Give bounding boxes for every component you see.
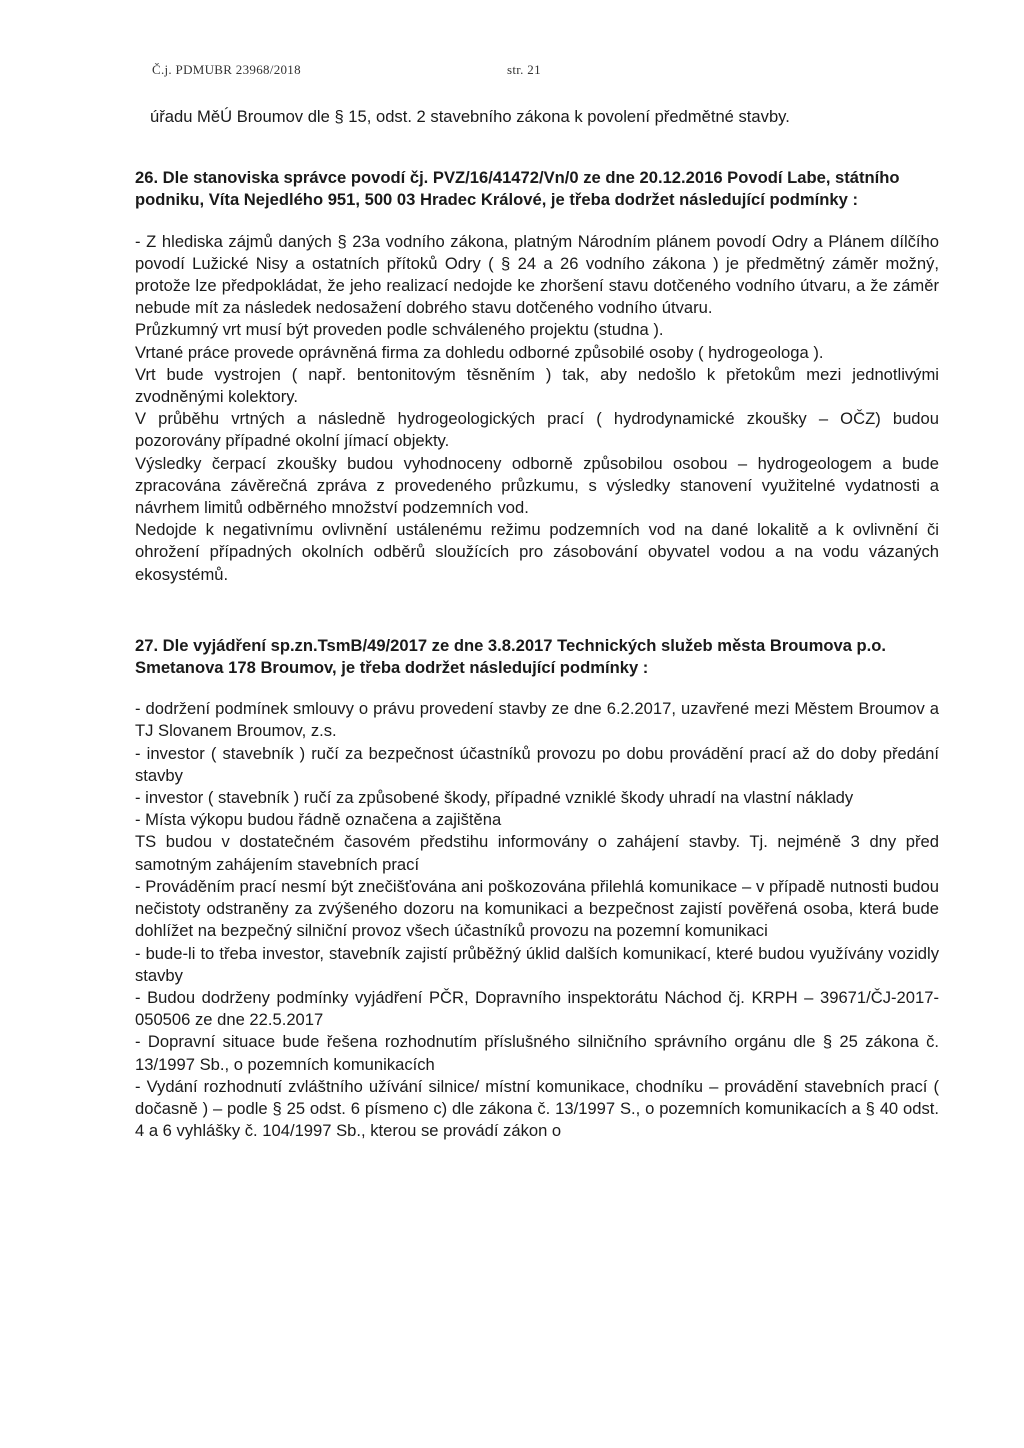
- section-27: [135, 635, 939, 1142]
- section-26-paragraph: Vrt bude vystrojen ( např. bentonitovým těsněním ) tak, aby nedošlo k přetokům mezi jednotlivými zvodněnými kolektory.: [135, 364, 939, 407]
- section-26-paragraph: Vrtané práce provede oprávněná firma za dohledu odborné způsobilé osoby ( hydrogeologa ).: [135, 342, 824, 362]
- section-27-condition: TS budou v dostatečném časovém předstihu informovány o zahájení stavby. Tj. nejméně 3 dny před samotným zahájením stavebních prací: [135, 832, 939, 874]
- section-27-heading: 27. Dle vyjádření sp.zn.TsmB/49/2017 ze dne 3.8.2017 Technických služeb města Broumova p.o. Smetanova 178 Broumov, je třeba dodržet následující podmínky :: [135, 635, 887, 678]
- section-27-condition: - dodržení podmínek smlouvy o právu provedení stavby ze dne 6.2.2017, uzavřené mezi Městem Broumov a TJ Slovanem Broumov, z.s.: [135, 699, 939, 741]
- section-27-condition: - Prováděním prací nesmí být znečišťována ani poškozována přilehlá komunikace – v případě nutnosti budou nečistoty odstraněny za zvýšeného dozoru na komunikaci a bezpečnost zajistí pověřená osoba, která bude dohlížet na bezpečný silniční provoz všech účastníků provozu na pozemní komunikaci: [135, 876, 939, 941]
- section-27-condition: - investor ( stavebník ) ručí za bezpečnost účastníků provozu po dobu provádění prací až do doby předání stavby: [135, 743, 939, 785]
- section-27-condition: - Vydání rozhodnutí zvláštního užívání silnice/ místní komunikace, chodníku – provádění stavebních prací ( dočasně ) – podle § 25 odst. 6 písmeno c) dle zákona č. 13/1997 S., o pozemních komunikacích a § 40 odst. 4 a 6 vyhlášky č. 104/1997 Sb., kterou se provádí zákon o: [135, 1076, 939, 1141]
- page-header: [152, 62, 541, 78]
- section-26-heading: 26. Dle stanoviska správce povodí čj. PVZ/16/41472/Vn/0 ze dne 20.12.2016 Povodí Labe, státního podniku, Víta Nejedlého 951, 500 03 Hradec Králové, je třeba dodržet následující podmínky :: [135, 168, 900, 210]
- section-27-condition: - Budou dodrženy podmínky vyjádření PČR, Dopravního inspektorátu Náchod čj. KRPH – 39671/ČJ-2017-050506 ze dne 22.5.2017: [135, 987, 939, 1030]
- section-26: [135, 167, 939, 586]
- section-26-paragraph: - Z hlediska zájmů daných § 23a vodního zákona, platným Národním plánem povodí Odry a Plánem dílčího povodí Lužické Nisy a ostatních přítoků Odry ( § 24 a 26 vodního zákona ) je předmětný záměr možný, protože lze předpokládat, že jeho realizací nedojde ke zhoršení stavu dotčeného vodního útvaru, a že záměr nebude mít za následek nedosažení dobrého stavu dotčeného vodního útvaru.: [135, 231, 939, 318]
- section-26-paragraph: Nedojde k negativnímu ovlivnění ustálenému režimu podzemních vod na dané lokalitě a k ovlivnění či ohrožení případných okolních odběrů sloužících pro zásobování obyvatel vodou a na vodu vázaných ekosystémů.: [135, 520, 939, 584]
- intro-line: úřadu MěÚ Broumov dle § 15, odst. 2 stavebního zákona k povolení předmětné stavby.: [150, 107, 790, 126]
- section-26-paragraph: Průzkumný vrt musí být proveden podle schváleného projektu (studna ).: [135, 320, 664, 340]
- document-reference: Č.j. PDMUBR 23968/2018: [152, 62, 301, 77]
- section-27-condition: - Místa výkopu budou řádně označena a zajištěna: [135, 810, 502, 830]
- section-26-paragraph: V průběhu vrtných a následně hydrogeologických prací ( hydrodynamické zkoušky – OČZ) budou pozorovány případné okolní jímací objekty.: [135, 409, 939, 451]
- section-26-paragraph: Výsledky čerpací zkoušky budou vyhodnoceny odborně způsobilou osobou – hydrogeologem a bude zpracována závěrečná zpráva z provedeného průzkumu, s výsledky stanovení využitelné vydatnosti a návrhem limitů odběrného množství podzemních vod.: [135, 453, 939, 518]
- section-27-condition: - investor ( stavebník ) ručí za způsobené škody, případné vzniklé škody uhradí na vlastní náklady: [135, 788, 854, 808]
- document-body: [135, 106, 939, 1142]
- section-27-condition: - Dopravní situace bude řešena rozhodnutím příslušného silničního správního orgánu dle § 25 zákona č. 13/1997 Sb., o pozemních komunikacích: [135, 1032, 939, 1074]
- page-number: str. 21: [507, 62, 541, 77]
- section-27-condition: - bude-li to třeba investor, stavebník zajistí průběžný úklid dalších komunikací, které budou využívány vozidly stavby: [135, 943, 939, 985]
